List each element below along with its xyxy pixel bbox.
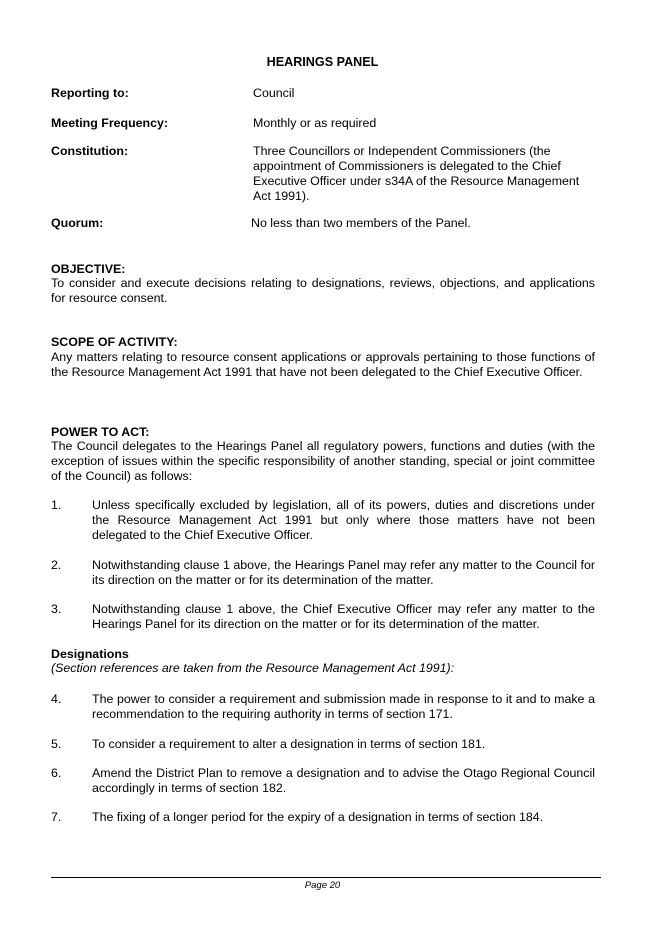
clause-text: Amend the District Plan to remove a designation and to advise the Otago Regional Council accordingly in terms of section 182. — [92, 766, 595, 795]
designations-heading: Designations — [51, 647, 129, 661]
reporting-value: Council — [253, 86, 295, 100]
scope-heading: SCOPE OF ACTIVITY: — [51, 335, 178, 349]
clause-text: Unless specifically excluded by legislation, all of its powers, duties and discretions under the Resource Management Act 1991 but only where those matters have not been delegated to the Chief Executive Officer. — [92, 498, 595, 542]
footer-divider — [51, 877, 601, 878]
clause-number: 5. — [51, 737, 62, 751]
clause-number: 2. — [51, 558, 62, 572]
clause-text: Notwithstanding clause 1 above, the Hearings Panel may refer any matter to the Council for its direction on the matter or for its determination of the matter. — [92, 558, 595, 587]
objective-heading: OBJECTIVE: — [51, 262, 126, 276]
clause-text: The power to consider a requirement and submission made in response to it and to make a recommendation to the requiring authority in terms of section 171. — [92, 692, 595, 721]
clause-text: The fixing of a longer period for the expiry of a designation in terms of section 184. — [92, 810, 544, 824]
clause-text: To consider a requirement to alter a designation in terms of section 181. — [92, 737, 486, 751]
clause-number: 7. — [51, 810, 62, 824]
quorum-label: Quorum: — [51, 216, 104, 230]
objective-text: To consider and execute decisions relating to designations, reviews, objections, and applications for resource consent. — [51, 276, 595, 305]
clause-number: 6. — [51, 766, 62, 780]
power-text: The Council delegates to the Hearings Panel all regulatory powers, functions and duties (with the exception of issues within the specific responsibility of another standing, special or joint committee of the Council) as follows: — [51, 439, 595, 483]
clause-number: 3. — [51, 602, 62, 616]
designations-subheading: (Section references are taken from the Resource Management Act 1991): — [51, 661, 455, 675]
power-heading: POWER TO ACT: — [51, 425, 150, 439]
page-title: HEARINGS PANEL — [266, 55, 379, 69]
clause-number: 4. — [51, 692, 62, 706]
scope-text: Any matters relating to resource consent applications or approvals pertaining to those functions of the Resource Management Act 1991 that have not been delegated to the Chief Executive Officer. — [51, 350, 595, 379]
constitution-value: Three Councillors or Independent Commissioners (the appointment of Commissioners is delegated to the Chief Executive Officer under s34A of the Resource Management Act 1991). — [253, 144, 580, 203]
reporting-label: Reporting to: — [51, 86, 129, 100]
frequency-value: Monthly or as required — [253, 116, 377, 130]
clause-text: Notwithstanding clause 1 above, the Chief Executive Officer may refer any matter to the Hearings Panel for its direction on the matter or for its determination of the matter. — [92, 602, 595, 631]
page-number: Page 20 — [304, 880, 341, 891]
frequency-label: Meeting Frequency: — [51, 116, 169, 130]
quorum-value: No less than two members of the Panel. — [251, 216, 471, 230]
constitution-label: Constitution: — [51, 144, 129, 158]
clause-number: 1. — [51, 498, 62, 512]
